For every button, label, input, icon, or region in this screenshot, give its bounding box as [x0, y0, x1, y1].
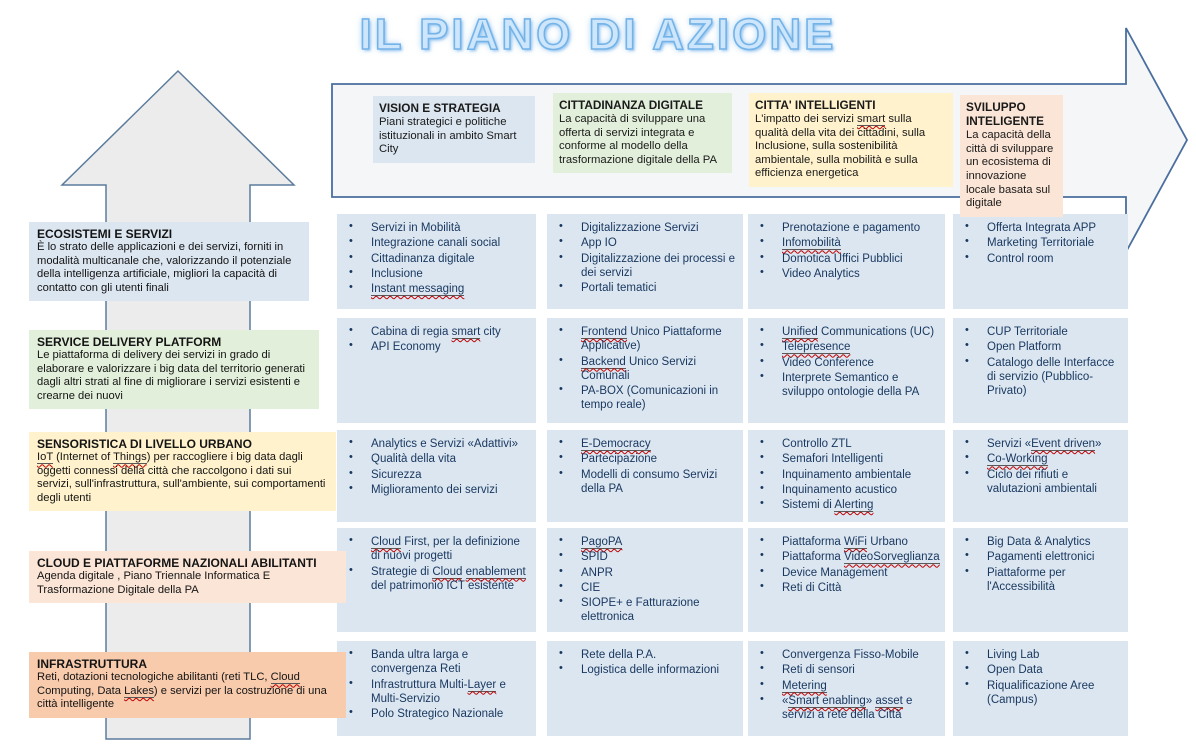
squiggle-term: enablement — [465, 565, 526, 578]
squiggle-term: Infomobilità — [782, 237, 841, 250]
layer-box-service-delivery — [29, 330, 319, 409]
bullet-item: • Big Data & Analytics — [961, 535, 1124, 549]
bullet-item: • Sicurezza — [345, 468, 532, 482]
bullet-item: • Logistica delle informazioni — [555, 663, 739, 677]
bullet-list — [756, 325, 941, 399]
squiggle-term: E-Democracy — [581, 438, 651, 450]
page-title: IL PIANO DI AZIONE — [359, 10, 837, 59]
bullet-list — [961, 437, 1124, 496]
bullet-item — [756, 236, 941, 250]
squiggle-term: Things — [113, 451, 147, 464]
layer-desc: È lo strato delle applicazioni e dei servizi, forniti in modalità multicanale che, valorizzando il potenziale della intelligenza artificiale, migliori la capacità di contatto con gli utenti finali — [37, 241, 292, 294]
layer-desc: Reti, dotazioni tecnologiche abilitanti (reti TLC, Cloud Computing, Data Lakes) e servizi per la costruzione di una città intelligente — [37, 671, 327, 711]
squiggle-term: smart — [857, 113, 886, 126]
bullet-item: • Semafori Intelligenti — [756, 452, 941, 466]
bullet-item: • Unified Communications (UC) — [756, 325, 941, 339]
layer-box-sensoristica — [29, 432, 336, 511]
grid-cell-sensoristica-cittadinanza — [547, 430, 743, 522]
bullet-item: • Portali tematici — [555, 281, 739, 295]
bullet-item: • Open Data — [961, 663, 1124, 677]
bullet-item: • Control room — [961, 252, 1124, 266]
bullet-list — [345, 437, 532, 497]
bullet-item — [756, 340, 941, 354]
bullet-item: • Integrazione canali social — [345, 236, 532, 250]
squiggle-term: VideoSorveglianza — [844, 551, 940, 564]
grid-cell-sensoristica-sviluppo — [953, 430, 1128, 522]
bullet-list — [345, 535, 532, 593]
bullet-item: • Inquinamento acustico — [756, 483, 941, 497]
squiggle-term: Alerting — [834, 499, 874, 511]
bullet-item: • Reti di Città — [756, 581, 941, 595]
bullet-item: • Inclusione — [345, 267, 532, 281]
bullet-list — [961, 535, 1124, 594]
bullet-item: • Cabina di regia smart city — [345, 325, 532, 339]
grid-cell-infrastruttura-vision — [337, 641, 536, 736]
squiggle-term: Metering — [782, 679, 827, 692]
bullet-item: • Interprete Semantico e sviluppo ontologie della PA — [756, 371, 941, 400]
squiggle-term: smart — [451, 326, 481, 338]
bullet-list — [756, 221, 941, 281]
bullet-item: • Strategie di Cloud enablement del patrimonio ICT esistente — [345, 565, 532, 594]
bullet-item: • «Smart enabling» asset e servizi a rete della Città — [756, 694, 941, 723]
bullet-item — [555, 437, 739, 451]
bullet-list — [345, 325, 532, 355]
layer-desc: Le piattaforma di delivery dei servizi in grado di elaborare e valorizzare i big data del territorio generati dagli altri strati al fine di migliorare i servizi esistenti e crearne dei nuovi — [37, 349, 306, 402]
grid-cell-cloud-piattaforme-vision — [337, 528, 536, 632]
bullet-item: • Piattaforma WiFi Urbano — [756, 535, 941, 549]
column-title: SVILUPPO INTELIGENTE — [966, 100, 1044, 129]
grid-cell-service-delivery-vision — [337, 318, 536, 423]
bullet-item: • Riqualificazione Aree (Campus) — [961, 679, 1124, 708]
bullet-item: • Marketing Territoriale — [961, 236, 1124, 250]
column-desc: Piani strategici e politiche istituzionali in ambito Smart City — [379, 116, 517, 156]
column-desc: La capacità della città di sviluppare un ecosistema di innovazione locale basata sul digitale — [966, 129, 1054, 210]
column-header-citta — [749, 93, 953, 187]
bullet-item: • Controllo ZTL — [756, 437, 941, 451]
bullet-item: • Inquinamento ambientale — [756, 468, 941, 482]
squiggle-term: Unified — [782, 326, 818, 338]
squiggle-term: PagoPA — [581, 536, 623, 548]
bullet-item: • Reti di sensori — [756, 663, 941, 677]
bullet-list — [555, 437, 739, 496]
bullet-item: • Cloud First, per la definizione di nuovi progetti — [345, 535, 532, 564]
layer-title: ECOSISTEMI E SERVIZI — [37, 227, 173, 241]
bullet-item: • Servizi in Mobilità — [345, 221, 532, 235]
bullet-item: • Ciclo dei rifiuti e valutazioni ambientali — [961, 468, 1124, 497]
squiggle-term: Telepresence — [782, 341, 851, 354]
bullet-item: • Polo Strategico Nazionale — [345, 707, 532, 721]
column-title: VISION E STRATEGIA — [379, 101, 501, 115]
bullet-item: • Video Conference — [756, 356, 941, 370]
grid-cell-sensoristica-vision — [337, 430, 536, 522]
bullet-list — [555, 221, 739, 295]
squiggle-term: Cloud — [432, 565, 463, 578]
squiggle-term: Cloud — [371, 536, 402, 548]
grid-cell-ecosistemi-sviluppo — [953, 214, 1128, 309]
grid-cell-infrastruttura-sviluppo — [953, 641, 1128, 736]
bullet-item: • Pagamenti elettronici — [961, 550, 1124, 564]
column-header-vision — [373, 96, 535, 163]
bullet-item: • Prenotazione e pagamento — [756, 221, 941, 235]
layer-box-infrastruttura — [29, 652, 346, 718]
bullet-item: • CIE — [555, 581, 739, 595]
bullet-item — [345, 282, 532, 296]
column-desc: La capacità di sviluppare una offerta di servizi integrata e conforme al modello della trasformazione digitale della PA — [559, 113, 718, 166]
bullet-item — [555, 535, 739, 549]
column-desc: L'impatto dei servizi smart sulla qualità della vita dei cittadini, sulla Inclusione, sulla sostenibilità ambientale, sulla mobilità e sulla efficienza energetica — [755, 113, 926, 180]
bullet-list — [961, 648, 1124, 707]
bullet-list — [345, 648, 532, 721]
bullet-list — [555, 648, 739, 678]
bullet-item: • Catalogo delle Interfacce di servizio (Pubblico-Privato) — [961, 356, 1124, 399]
grid-cell-infrastruttura-citta — [748, 641, 945, 736]
column-title: CITTA' INTELLIGENTI — [755, 98, 876, 112]
bullet-item: • CUP Territoriale — [961, 325, 1124, 339]
bullet-item — [756, 679, 941, 693]
grid-cell-sensoristica-citta — [748, 430, 945, 522]
bullet-item: • Analytics e Servizi «Adattivi» — [345, 437, 532, 451]
grid-cell-ecosistemi-cittadinanza — [547, 214, 743, 309]
bullet-item: • Digitalizzazione Servizi — [555, 221, 739, 235]
squiggle-term: IoT — [37, 451, 53, 464]
grid-cell-cloud-piattaforme-cittadinanza — [547, 528, 743, 632]
bullet-item: • Miglioramento dei servizi — [345, 483, 532, 497]
bullet-item: • Banda ultra larga e convergenza Reti — [345, 648, 532, 677]
bullet-item: • Rete della P.A. — [555, 648, 739, 662]
squiggle-term: Cloud — [270, 671, 300, 684]
layer-title: SENSORISTICA DI LIVELLO URBANO — [37, 437, 252, 451]
bullet-item: • SIOPE+ e Fatturazione elettronica — [555, 596, 739, 625]
squiggle-term: Frontend — [581, 326, 628, 338]
bullet-item: • Open Platform — [961, 340, 1124, 354]
grid-cell-ecosistemi-vision — [337, 214, 536, 309]
bullet-list — [756, 437, 941, 512]
bullet-list — [756, 535, 941, 595]
grid-cell-infrastruttura-cittadinanza — [547, 641, 743, 736]
bullet-item: • SPID — [555, 550, 739, 564]
grid-cell-cloud-piattaforme-citta — [748, 528, 945, 632]
squiggle-term: Event driven — [1031, 438, 1096, 450]
bullet-item: • Sistemi di Alerting — [756, 498, 941, 512]
bullet-item: • Living Lab — [961, 648, 1124, 662]
bullet-item: • PA-BOX (Comunicazioni in tempo reale) — [555, 384, 739, 413]
bullet-item: • Modelli di consumo Servizi della PA — [555, 468, 739, 497]
layer-title: SERVICE DELIVERY PLATFORM — [37, 335, 222, 349]
bullet-item: • Domotica Uffici Pubblici — [756, 252, 941, 266]
layer-desc: IoT (Internet of Things) per raccogliere i big data dagli oggetti connessi della città che raccolgono i dati sui servizi, sull'infrastruttura, sull'ambiente, sui comportamenti degli utenti — [37, 451, 326, 504]
grid-cell-service-delivery-citta — [748, 318, 945, 423]
bullet-list — [555, 325, 739, 413]
bullet-item: • Device Management — [756, 566, 941, 580]
bullet-list — [756, 648, 941, 722]
bullet-item: • Partecipazione — [555, 452, 739, 466]
bullet-item: • Backend Unico Servizi Comunali — [555, 355, 739, 384]
bullet-item: • Convergenza Fisso-Mobile — [756, 648, 941, 662]
squiggle-term: WiFi — [844, 536, 867, 548]
squiggle-term: Instant messaging — [371, 283, 465, 295]
bullet-list — [345, 221, 532, 296]
bullet-item: • Video Analytics — [756, 267, 941, 281]
layer-box-cloud-piattaforme — [29, 551, 346, 603]
bullet-item: • Piattaforma VideoSorveglianza — [756, 550, 941, 564]
bullet-item: • Piattaforme per l'Accessibilità — [961, 566, 1124, 595]
bullet-item: • Offerta Integrata APP — [961, 221, 1124, 235]
bullet-item: • Infrastruttura Multi-Layer e Multi-Servizio — [345, 678, 532, 707]
bullet-item: • Digitalizzazione dei processi e dei servizi — [555, 252, 739, 281]
column-title: CITTADINANZA DIGITALE — [559, 98, 703, 112]
grid-cell-ecosistemi-citta — [748, 214, 945, 309]
grid-cell-service-delivery-sviluppo — [953, 318, 1128, 423]
layer-box-ecosistemi — [29, 222, 309, 301]
bullet-item: • ANPR — [555, 566, 739, 580]
bullet-item: • App IO — [555, 236, 739, 250]
bullet-item: • Qualità della vita — [345, 452, 532, 466]
layer-desc: Agenda digitale , Piano Triennale Informatica E Trasformazione Digitale della PA — [37, 570, 271, 596]
column-header-sviluppo — [960, 95, 1063, 217]
bullet-item: • Servizi «Event driven» — [961, 437, 1124, 451]
bullet-item: • Cittadinanza digitale — [345, 252, 532, 266]
squiggle-term: Layer — [467, 678, 497, 691]
bullet-item: • Frontend Unico Piattaforme Applicative) — [555, 325, 739, 354]
layer-title: CLOUD E PIATTAFORME NAZIONALI ABILITANTI — [37, 556, 317, 570]
squiggle-term: Smart enabling — [788, 694, 866, 707]
grid-cell-cloud-piattaforme-sviluppo — [953, 528, 1128, 632]
squiggle-term: Backend — [581, 355, 626, 368]
bullet-item — [961, 452, 1124, 466]
grid-cell-service-delivery-cittadinanza — [547, 318, 743, 423]
bullet-list — [555, 535, 739, 625]
bullet-list — [961, 325, 1124, 398]
squiggle-term: Co-Working — [987, 453, 1048, 466]
squiggle-term: asset — [875, 694, 903, 707]
bullet-item: • API Economy — [345, 340, 532, 354]
bullet-list — [961, 221, 1124, 266]
layer-title: INFRASTRUTTURA — [37, 657, 147, 671]
column-header-cittadinanza — [553, 93, 732, 173]
squiggle-term: Lakes — [124, 684, 154, 697]
